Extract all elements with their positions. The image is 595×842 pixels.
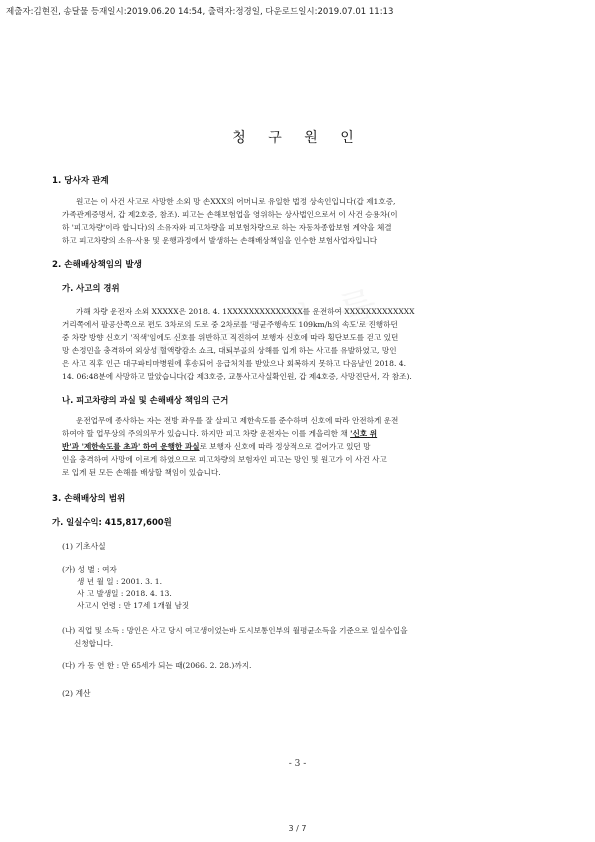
section-2b-line-3 [62,440,398,453]
document-header-meta: 제출자:김현진, 송달물 등재일시:2019.06.20 14:54, 출력자:정경일, 다운로드일시:2019.07.01 11:13 [6,7,394,17]
section-2b-line-2-text: 하여야 할 업무상의 주의의무가 있습니다. 하지만 피고 차량 운전자는 이를 게을리한 채 [62,429,348,438]
basic-facts-heading: (1) 기초사실 [62,542,106,551]
section-2a-line-6: 14. 06:48분에 사망하고 말았습니다(갑 제3호증, 교통사고사실확인원, 갑 제4호증, 사망진단서, 각 참조). [62,372,412,381]
section-2b-line-4: 인을 충격하여 사망에 이르게 하였으므로 피고차량의 보험자인 피고는 망인 및 원고가 이 사건 사고 [62,455,387,464]
section-2a-line-2: 거리쪽에서 팔공산쪽으로 편도 3차로의 도로 중 2차로를 '평균주행속도 109km/h의 속도'로 진행하던 [62,320,398,329]
page-count: 3 / 7 [288,824,307,833]
fact-accident-date: 사 고 발생일 : 2018. 4. 13. [77,589,172,598]
occupation-income-line-2: 신청합니다. [74,639,114,648]
section-2b-line-2 [62,427,398,440]
section-1-heading: 1. 당사자 관계 [52,176,109,186]
fact-age-at-accident: 사고시 연령 : 만 17세 1개월 남짓 [77,601,190,610]
section-2a-body [62,305,415,383]
emphasis-signal-violation: '신호 위 [350,429,378,438]
section-2b-body [62,414,398,479]
section-1-line-1: 원고는 이 사건 사고로 사망한 소외 망 손XXX의 어머니로 유일한 법정 상속인입니다(갑 제1호증, [76,197,396,206]
section-2a-heading: 가. 사고의 경위 [62,283,120,293]
occupation-income [62,624,408,650]
section-2b-line-3-text: 로 보행자 신호에 따라 정상적으로 걸어가고 있던 망 [199,442,371,451]
section-2b-heading: 나. 피고차량의 과실 및 손해배상 책임의 근거 [62,395,229,405]
section-2b-line-1: 운전업무에 종사하는 자는 전방 좌우를 잘 살피고 제한속도를 준수하며 신호에 따라 안전하게 운전 [76,416,399,425]
page-number: - 3 - [288,759,307,769]
lost-income-heading: 가. 일실수익: 415,817,600원 [52,517,172,527]
fact-gender: (가) 성 별 : 여자 [62,565,117,574]
section-2a-line-4: 망 손정민을 충격하여 외상성 혈액량감소 쇼크, 대퇴부골의 상해를 입게 하는 사고를 유발하였고, 망인 [62,346,397,355]
deceased-facts [62,564,189,612]
section-2a-line-5: 은 사고 직후 인근 대구파티마병원에 후송되어 응급처치를 받았으나 회복하지 못하고 다음날인 2018. 4. [62,359,407,368]
page-title: 청 구 원 인 [232,130,363,146]
section-1-body [62,195,398,247]
fact-birth-date: 생 년 월 일 : 2001. 3. 1. [77,577,163,586]
calculation-heading: (2) 계산 [62,689,91,698]
emphasis-speeding-negligence: 반'과 '제한속도를 초과' 하여 운행한 과실 [62,442,200,451]
occupation-income-line-1: (나) 직업 및 소득 : 망인은 사고 당시 여고생이었는바 도시보통인부의 월평균소득을 기준으로 일실수입을 [62,626,408,635]
section-2-heading: 2. 손해배상책임의 발생 [52,260,142,270]
section-2a-line-1: 가해 차량 운전자 소외 XXXXX은 2018. 4. 1XXXXXXXXXXXXXX를 운전하여 XXXXXXXXXXXXX [76,307,415,316]
section-1-line-4: 하고 피고차량의 소유·사용 및 운행과정에서 발생하는 손해배상책임을 인수한 보험사업자입니다 [62,236,378,245]
section-3-heading: 3. 손해배상의 범위 [52,494,126,504]
section-1-line-2: 가족관계증명서, 갑 제2호증, 참조). 피고는 손해보험업을 영위하는 상사법인으로서 이 사건 승용차(이 [62,210,398,219]
section-2b-line-5: 로 입게 된 모든 손해를 배상할 책임이 있습니다. [62,468,221,477]
working-age-limit: (다) 가 동 연 한 : 만 65세가 되는 때(2066. 2. 28.)까지. [62,661,252,670]
section-1-line-3: 하 '피고차량'이라 합니다)의 소유자와 피고차량을 피보험차량으로 하는 자동차종합보험 계약을 체결 [62,223,392,232]
section-2a-line-3: 중 차량 방향 신호기 '적색'임에도 신호를 위반하고 직진하여 보행자 신호에 따라 횡단보도를 걷고 있던 [62,333,399,342]
